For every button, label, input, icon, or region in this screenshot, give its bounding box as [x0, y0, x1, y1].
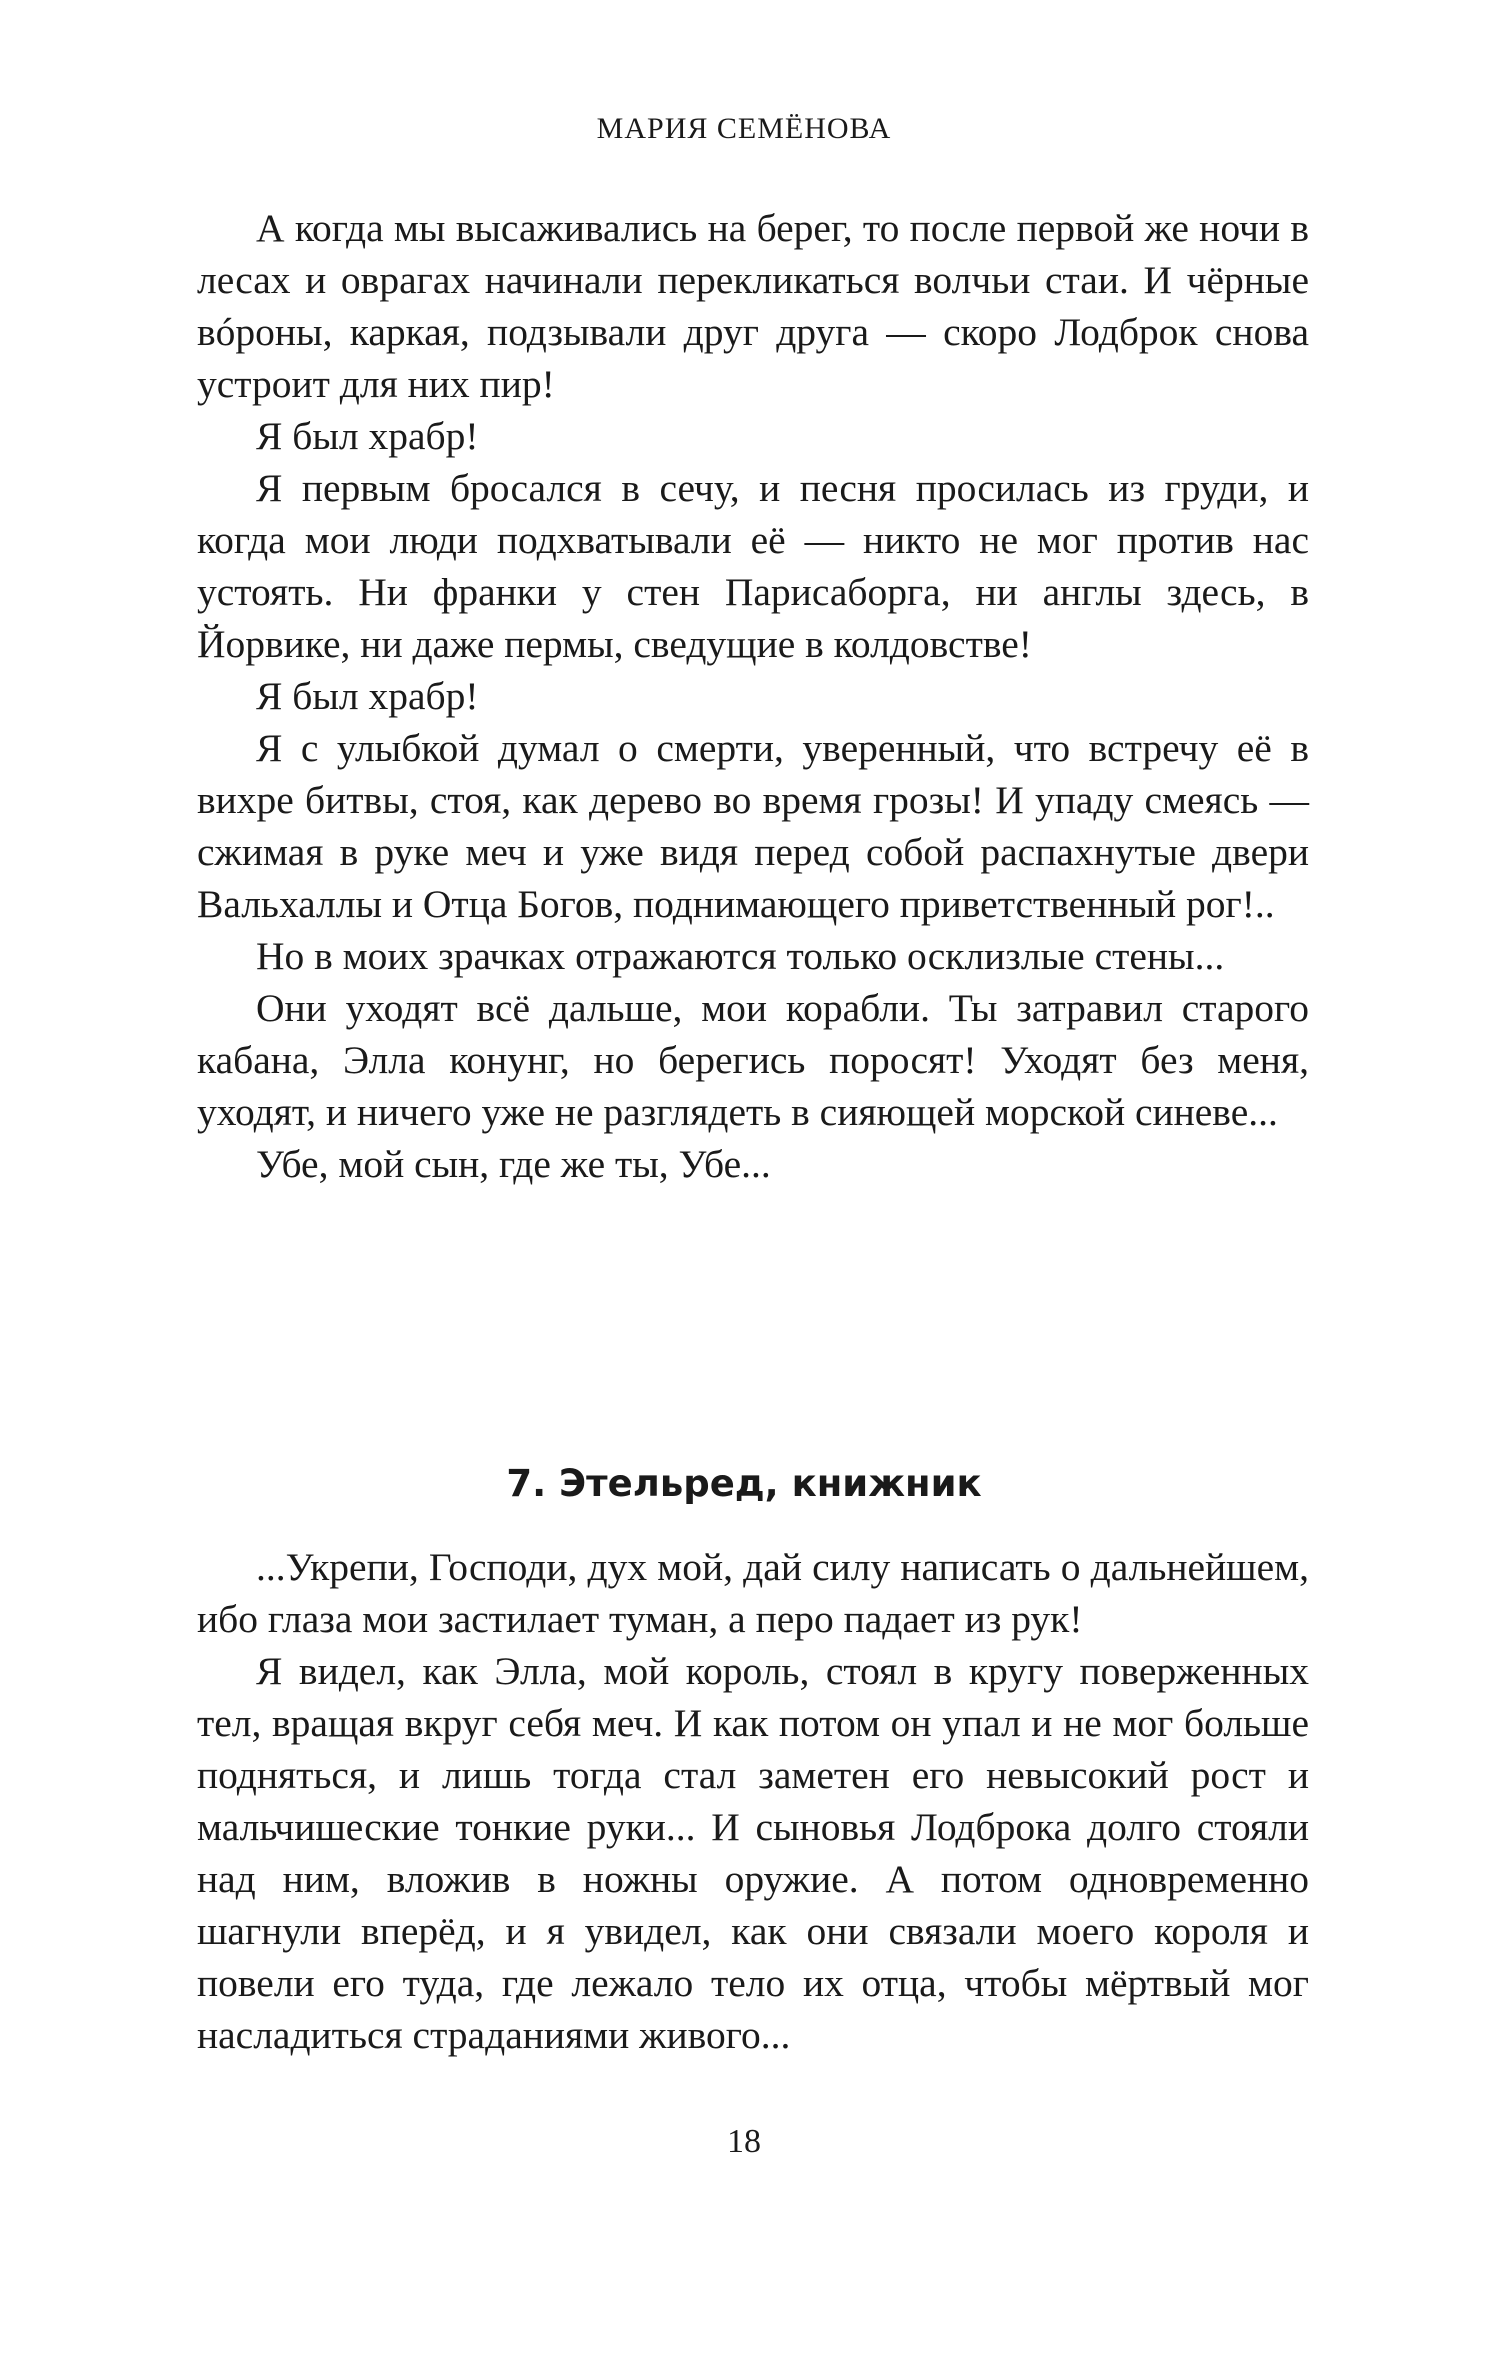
paragraph: Я видел, как Элла, мой король, стоял в кругу поверженных тел, вращая вкруг себя меч. И как потом он упал и не мог больше подняться, и лишь тогда стал заметен его невысокий рост и мальчишеские тонкие руки... И сыновья Лодброка долго стояли над ним, вложив в ножны оружие. А потом одновременно шагнули вперёд, и я увидел, как они связали моего короля и повели его туда, где лежало тело их отца, чтобы мёртвый мог насладиться страданиями живого...	[197, 1649, 1309, 2057]
paragraph: А когда мы высаживались на берег, то после первой же ночи в лесах и оврагах начинали перекликаться волчьи стаи. И чёрные вóроны, каркая, подзывали друг друга — скоро Лодброк снова устроит для них пир!	[197, 206, 1309, 406]
paragraph: Я первым бросался в сечу, и песня просилась из груди, и когда мои люди подхватывали её — никто не мог против нас устоять. Ни франки у стен Парисаборга, ни англы здесь, в Йорвике, ни даже пермы, сведущие в колдовстве!	[197, 466, 1309, 666]
text-block-lodbrok	[197, 202, 1309, 1190]
chapter-title: 7. Этельред, книжник	[506, 1462, 982, 1505]
paragraph: Убе, мой сын, где же ты, Убе...	[256, 1142, 771, 1186]
page-number: 18	[727, 2123, 761, 2160]
running-head: МАРИЯ СЕМЁНОВА	[596, 112, 892, 145]
paragraph: Но в моих зрачках отражаются только осклизлые стены...	[256, 934, 1225, 978]
paragraph: Я с улыбкой думал о смерти, уверенный, что встречу её в вихре битвы, стоя, как дерево во время грозы! И упаду смеясь — сжимая в руке меч и уже видя перед собой распахнутые двери Вальхаллы и Отца Богов, поднимающего приветственный рог!..	[197, 726, 1309, 926]
text-block-ethelred	[197, 1541, 1309, 2061]
paragraph: Я был храбр!	[256, 414, 479, 458]
paragraph: Я был храбр!	[256, 674, 479, 718]
paragraph: ...Укрепи, Господи, дух мой, дай силу написать о дальнейшем, ибо глаза мои застилает туман, а перо падает из рук!	[197, 1545, 1309, 1641]
paragraph: Они уходят всё дальше, мои корабли. Ты затравил старого кабана, Элла конунг, но берегись поросят! Уходят без меня, уходят, и ничего уже не разглядеть в сияющей морской синеве...	[197, 986, 1309, 1134]
